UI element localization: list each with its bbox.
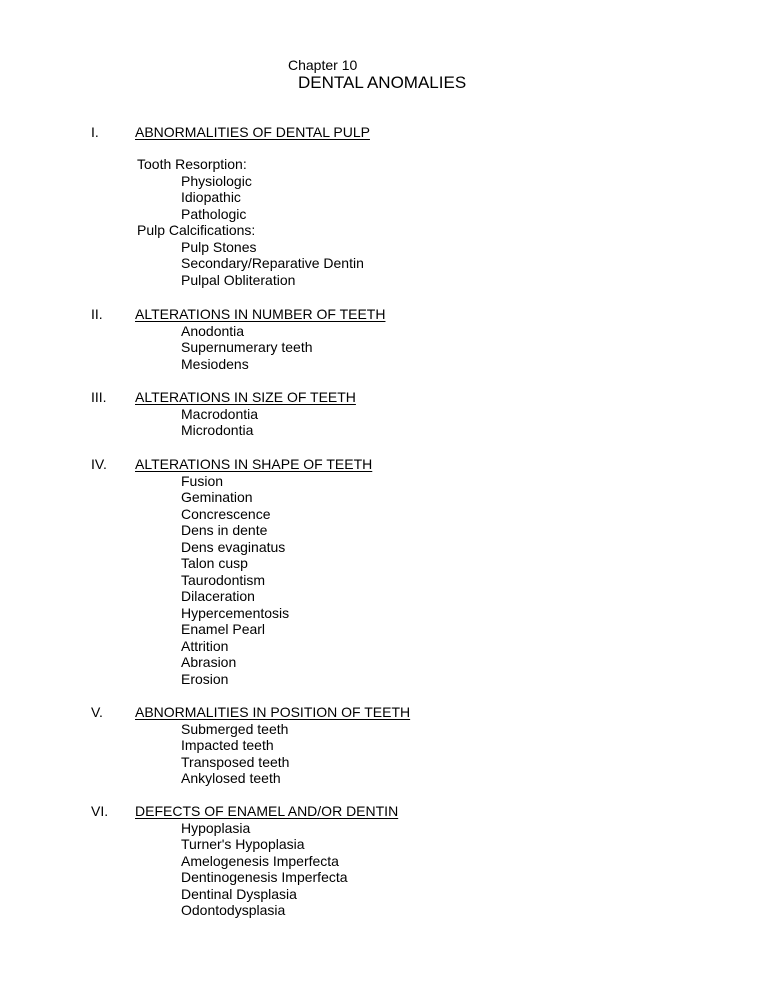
section-heading: ALTERATIONS IN NUMBER OF TEETH	[135, 306, 386, 322]
group-label: Pulp Calcifications:	[137, 222, 256, 238]
list-item: Anodontia	[181, 322, 245, 339]
list-item: Transposed teeth	[181, 753, 290, 770]
section-items	[0, 820, 768, 919]
list-item: Gemination	[181, 489, 253, 505]
section-items	[0, 406, 768, 439]
list-item: Hypercementosis	[181, 604, 290, 621]
list-item: Dilaceration	[181, 588, 255, 604]
section-numeral: I.	[91, 124, 99, 140]
section-numeral: III.	[91, 389, 107, 405]
list-item: Supernumerary teeth	[181, 339, 313, 355]
section-heading: ALTERATIONS IN SHAPE OF TEETH	[135, 456, 373, 472]
list-item: Fusion	[181, 472, 224, 489]
list-item: Dentinal Dysplasia	[181, 885, 297, 902]
section-numeral: II.	[91, 306, 103, 322]
list-item: Turner's Hypoplasia	[181, 836, 305, 852]
group-label: Tooth Resorption:	[137, 156, 247, 172]
list-item: Dentinogenesis Imperfecta	[181, 869, 348, 885]
list-item: Concrescence	[181, 505, 271, 522]
section-numeral: IV.	[91, 456, 107, 472]
section-items	[0, 323, 768, 373]
list-item: Secondary/Reparative Dentin	[181, 255, 364, 271]
list-item: Odontodysplasia	[181, 902, 286, 918]
list-item: Microdontia	[181, 422, 254, 438]
section-heading: ALTERATIONS IN SIZE OF TEETH	[135, 389, 356, 405]
chapter-label: Chapter 10	[288, 57, 358, 73]
section-heading: ABNORMALITIES IN POSITION OF TEETH	[135, 704, 411, 720]
list-item: Enamel Pearl	[181, 621, 266, 637]
list-item: Talon cusp	[181, 555, 248, 571]
section-items	[0, 473, 768, 688]
section-numeral: VI.	[91, 803, 109, 819]
section-items	[0, 156, 768, 288]
list-item: Dens in dente	[181, 522, 268, 538]
list-item: Submerged teeth	[181, 720, 289, 737]
list-item: Pathologic	[181, 205, 247, 222]
chapter-title: DENTAL ANOMALIES	[298, 73, 467, 92]
list-item: Macrodontia	[181, 405, 259, 422]
section-heading: ABNORMALITIES OF DENTAL PULP	[135, 124, 370, 140]
list-item: Taurodontism	[181, 571, 266, 588]
list-item: Mesiodens	[181, 355, 249, 372]
list-item: Physiologic	[181, 172, 252, 189]
list-item: Attrition	[181, 637, 229, 654]
section-items	[0, 721, 768, 787]
section-numeral: V.	[91, 704, 103, 720]
list-item: Pulp Stones	[181, 238, 257, 255]
list-item: Erosion	[181, 670, 229, 687]
list-item: Impacted teeth	[181, 737, 274, 753]
list-item: Ankylosed teeth	[181, 770, 281, 786]
section-heading: DEFECTS OF ENAMEL AND/OR DENTIN	[135, 803, 399, 819]
list-item: Pulpal Obliteration	[181, 271, 296, 288]
list-item: Amelogenesis Imperfecta	[181, 852, 339, 869]
list-item: Idiopathic	[181, 189, 241, 205]
list-item: Hypoplasia	[181, 819, 251, 836]
list-item: Abrasion	[181, 654, 237, 670]
list-item: Dens evaginatus	[181, 538, 286, 555]
